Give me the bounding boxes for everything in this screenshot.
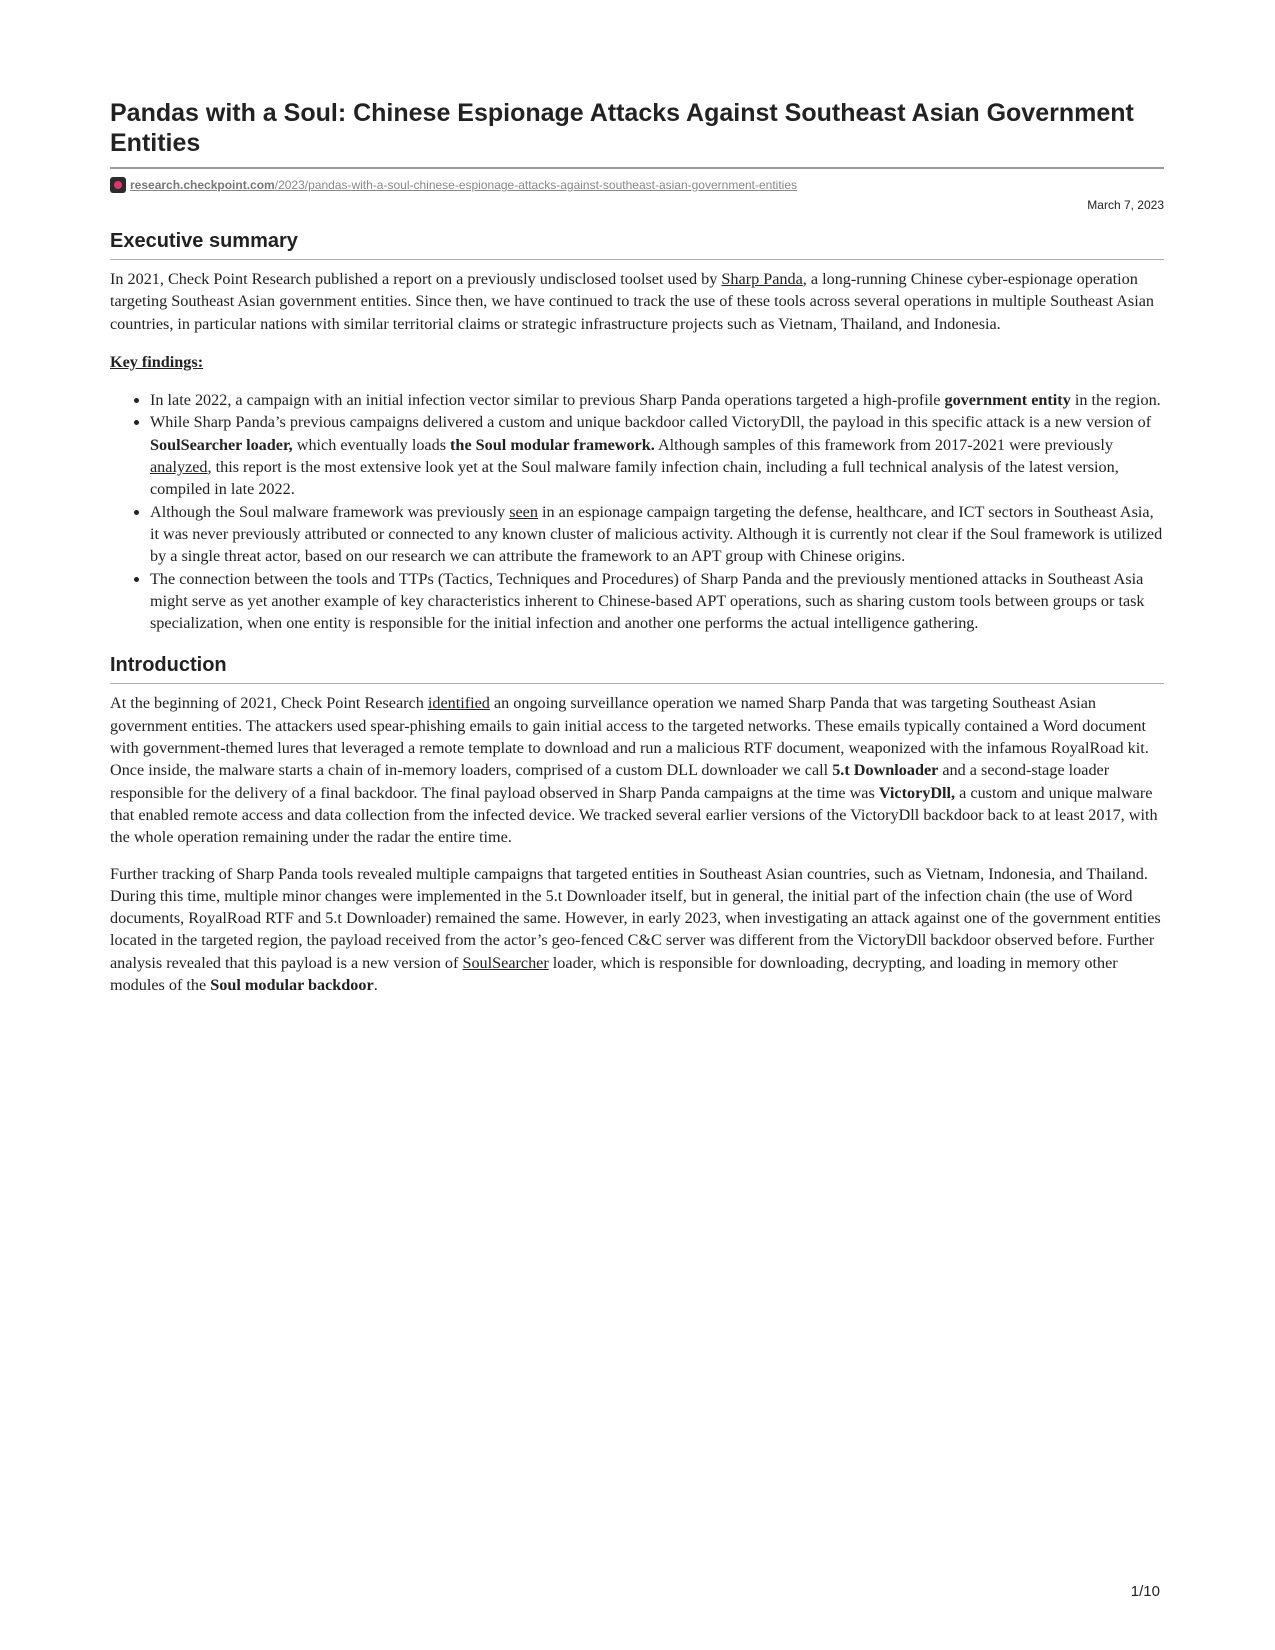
analyzed-link[interactable]: analyzed [150, 458, 208, 477]
text-span: which eventually loads [292, 435, 451, 454]
sharp-panda-link[interactable]: Sharp Panda [721, 270, 803, 288]
text-span: Although samples of this framework from 2017-2021 were previously [654, 435, 1113, 454]
text-span: , this report is the most extensive look yet at the Soul malware family infection chain, including a full technical analysis of the latest version, compiled in late 2022. [150, 458, 1119, 499]
source-path: /2023/pandas-with-a-soul-chinese-espionage-attacks-against-southeast-asian-government-entities [274, 178, 798, 192]
bold-text: Soul modular backdoor [210, 976, 374, 995]
bold-text: SoulSearcher loader, [150, 435, 293, 454]
bold-text: the Soul modular framework. [450, 435, 655, 454]
source-domain: research.checkpoint.com [130, 178, 275, 192]
text-span: a custom and unique malware that enabled remote access and data collection from the infected device. We tracked several earlier versions of the VictoryDll backdoor back to at least 2017, with the whole operation remaining under the radar the entire time. [110, 783, 1158, 847]
text-span: , a long-running Chinese cyber-espionage operation targeting Southeast Asian government entities. Since then, we have continued to track the use of these tools across several operations in multiple Southeast Asian countries, in particular nations with similar territorial claims or strategic infrastructure projects such as Vietnam, Thailand, and Indonesia. [110, 270, 1155, 333]
introduction-paragraph-1 [110, 692, 1164, 848]
key-findings-label: Key findings: [110, 352, 204, 371]
source-line [110, 176, 1164, 194]
introduction-paragraph-2 [110, 863, 1164, 997]
list-item [150, 411, 1164, 500]
article [110, 98, 1164, 996]
text-span: Although the Soul malware framework was previously [150, 502, 510, 521]
page-title: Pandas with a Soul: Chinese Espionage Attacks Against Southeast Asian Government Entities [110, 98, 1164, 169]
text-span: Further tracking of Sharp Panda tools revealed multiple campaigns that targeted entities in Southeast Asian countries, such as Vietnam, Indonesia, and Thailand. During this time, multiple minor changes were implemented in the 5.t Downloader itself, but in general, the initial part of the infection chain (the use of Word documents, RoyalRoad RTF and 5.t Downloader) remained the same. However, in early 2023, when investigating an attack against one of the government entities located in the targeted region, the payload received from the actor’s geo-fenced C&C server was different from the VictoryDll backdoor observed before. Further analysis revealed that this payload is a new version of [110, 864, 1161, 972]
executive-summary-paragraph [110, 268, 1164, 335]
bold-text: 5.t Downloader [832, 761, 939, 780]
publish-date: March 7, 2023 [1087, 198, 1164, 212]
list-item [150, 389, 1164, 411]
bold-text: VictoryDll, [878, 783, 956, 802]
source-link[interactable] [130, 178, 797, 192]
list-item [150, 501, 1164, 568]
text-span: While Sharp Panda’s previous campaigns delivered a custom and unique backdoor called VictoryDll, the payload in this specific attack is a new version of [150, 413, 1152, 432]
text-span: In late 2022, a campaign with an initial infection vector similar to previous Sharp Panda operations targeted a high-profile [150, 391, 945, 410]
bold-text: government entity [944, 391, 1071, 410]
text-span: loader, which is responsible for downloading, decrypting, and loading in memory other modules of the [110, 953, 1118, 995]
text-span: . [373, 976, 378, 995]
page-number: 1/10 [1130, 1583, 1160, 1600]
seen-link[interactable]: seen [509, 502, 538, 521]
checkpoint-favicon-icon [110, 177, 126, 193]
key-findings-list [110, 389, 1164, 634]
identified-link[interactable]: identified [427, 694, 490, 713]
introduction-heading: Introduction [110, 654, 1164, 684]
text-span: and a second-stage loader responsible for the delivery of a final backdoor. The final payload observed in Sharp Panda campaigns at the time was [110, 761, 1110, 802]
soulsearcher-link[interactable]: SoulSearcher [462, 953, 549, 972]
text-span: in the region. [1070, 391, 1161, 410]
executive-summary-heading: Executive summary [110, 230, 1164, 260]
text-span: in an espionage campaign targeting the defense, healthcare, and ICT sectors in Southeast Asia, it was never previously attributed or connected to any known cluster of malicious activity. Although it is currently not clear if the Soul framework is utilized by a single threat actor, based on our research we can attribute the framework to an APT group with Chinese origins. [150, 502, 1163, 566]
list-item [150, 568, 1164, 635]
text-span: At the beginning of 2021, Check Point Research [110, 694, 428, 713]
text-span: In 2021, Check Point Research published a report on a previously undisclosed toolset used by [110, 270, 722, 288]
text-span: an ongoing surveillance operation we named Sharp Panda that was targeting Southeast Asian government entities. The attackers used spear-phishing emails to gain initial access to the targeted networks. These emails typically contained a Word document with government-themed lures that leveraged a remote template to download and run a malicious RTF document, weaponized with the infamous RoyalRoad kit. Once inside, the malware starts a chain of in-memory loaders, comprised of a custom DLL downloader we call [110, 694, 1149, 780]
text-span: The connection between the tools and TTPs (Tactics, Techniques and Procedures) of Sharp Panda and the previously mentioned attacks in Southeast Asia might serve as yet another example of key characteristics inherent to Chinese-based APT operations, such as sharing custom tools between groups or task specialization, when one entity is responsible for the initial infection and another one performs the actual intelligence gathering. [150, 569, 1145, 633]
